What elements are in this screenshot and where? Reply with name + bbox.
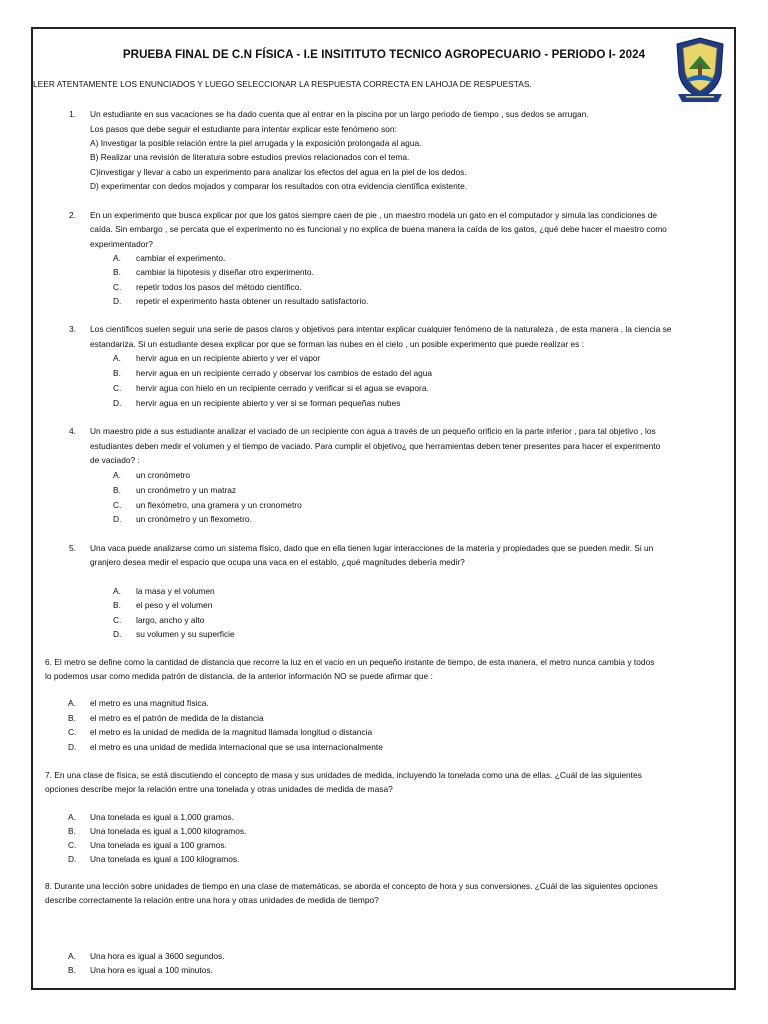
question-3-number: 3. [69, 324, 76, 334]
question-2-stem-line: experimentador? [90, 239, 153, 249]
question-5-option-b-letter: B. [113, 600, 121, 610]
question-3-option-c: hervir agua con hielo en un recipiente cerrado y verificar si el agua se evapora. [136, 383, 429, 393]
question-1-stem-line: Un estudiante en sus vacaciones se ha dado cuenta que al entrar en la piscina por un largo periodo de tiempo , sus dedos se arrugan. [90, 109, 589, 119]
question-7-option-c: Una tonelada es igual a 100 gramos. [90, 840, 227, 850]
question-5-option-b: el peso y el volumen [136, 600, 213, 610]
question-3-stem-line: estandariza. Si un estudiante desea explicar por que se forman las nubes en el cielo , un posible experimento que puede realizar es : [90, 339, 584, 349]
question-4-stem-line: de vaciado? : [90, 455, 140, 465]
question-6-option-d-letter: D. [68, 742, 77, 752]
question-8-stem-line: describe correctamente la relación entre una hora y otras unidades de medida de tiempo? [45, 895, 379, 905]
school-crest-logo [674, 34, 726, 106]
question-2-option-c-letter: C. [113, 282, 122, 292]
question-4-option-d: un cronómetro y un flexometro. [136, 514, 252, 524]
question-6-option-b: el metro es el patrón de medida de la distancia [90, 713, 264, 723]
question-3-option-d-letter: D. [113, 398, 122, 408]
question-6-stem-line: 6. El metro se define como la cantidad de distancia que recorre la luz en el vacio en un pequeño instante de tiempo, de esta manera, el metro nunca cambia y todos [45, 657, 655, 667]
question-4-option-b: un cronómetro y un matraz [136, 485, 237, 495]
question-3-option-b-letter: B. [113, 368, 121, 378]
question-5-stem-line: Una vaca puede analizarse como un sistema físico, dado que en ella tienen lugar interacciones de la materia y propiedades que se pueden medir. Si un [90, 543, 654, 553]
question-2-option-c: repetir todos los pasos del método científico. [136, 282, 302, 292]
question-3-option-d: hervir agua en un recipiente abierto y ver si se forman pequeñas nubes [136, 398, 401, 408]
question-2-stem-line: En un experimento que busca explicar por que los gatos siempre caen de pie , un maestro modela un gato en el computador y simula las condiciones de [90, 210, 658, 220]
question-3-stem-line: Los científicos suelen seguir una serie de pasos claros y objetivos para intentar explicar cualquier fenómeno de la naturaleza , de esta manera , la ciencia se [90, 324, 672, 334]
question-2-option-a: cambiar el experimento. [136, 253, 226, 263]
question-7-option-a: Una tonelada es igual a 1,000 gramos. [90, 812, 234, 822]
question-6-option-a: el metro es una magnitud física. [90, 698, 209, 708]
question-2-option-d-letter: D. [113, 296, 122, 306]
question-7-option-a-letter: A. [68, 812, 76, 822]
question-3-option-a-letter: A. [113, 353, 121, 363]
question-7-option-d: Una tonelada es igual a 100 kilogramos. [90, 854, 240, 864]
question-7-option-d-letter: D. [68, 854, 77, 864]
question-1-option-b: B) Realizar una revisión de literatura sobre estudios previos relacionados con el tema. [90, 152, 410, 162]
question-1-option-c: C)investigar y llevar a cabo un experimento para analizar los efectos del agua en la piel de los dedos. [90, 167, 467, 177]
question-2-option-a-letter: A. [113, 253, 121, 263]
question-7-option-b: Una tonelada es igual a 1,000 kilogramos. [90, 826, 247, 836]
question-4-number: 4. [69, 426, 76, 436]
question-4-stem-line: estudiantes deben medir el volumen y el tiempo de vaciado. Para cumplir el objetivo¿ que herramientas deben tener presentes para hacer el experimento [90, 441, 661, 451]
question-3-option-c-letter: C. [113, 383, 122, 393]
question-5-option-d: su volumen y su superficie [136, 629, 235, 639]
question-6-option-c: el metro es la unidad de medida de la magnitud llamada longitud o distancia [90, 727, 373, 737]
question-5-option-d-letter: D. [113, 629, 122, 639]
question-6-option-d: el metro es una unidad de medida internacional que se usa internacionalmente [90, 742, 383, 752]
question-5-stem-line: granjero desea medir el espacio que ocupa una vaca en el establo, ¿qué magnitudes debería medir? [90, 557, 465, 567]
question-4-option-a-letter: A. [113, 470, 121, 480]
question-7-stem-line: 7. En una clase de física, se está discutiendo el concepto de masa y sus unidades de medida, incluyendo la tonelada como una de ellas. ¿Cuál de las siguientes [45, 770, 642, 780]
question-5-number: 5. [69, 543, 76, 553]
question-4-option-d-letter: D. [113, 514, 122, 524]
question-6-option-b-letter: B. [68, 713, 76, 723]
question-7-option-c-letter: C. [68, 840, 77, 850]
question-2-stem-line: caída. Sin embargo , se percata que el experimento no es funcional y no explica de buena manera la caída de los gatos, ¿qué debe hacer el maestro como [90, 224, 667, 234]
question-2-option-d: repetir el experimento hasta obtener un resultado satisfactorio. [136, 296, 369, 306]
question-5-option-c: largo, ancho y alto [136, 615, 205, 625]
question-8-option-b: Una hora es igual a 100 minutos. [90, 965, 213, 975]
question-8-option-a: Una hora es igual a 3600 segundos. [90, 951, 225, 961]
question-2-number: 2. [69, 210, 76, 220]
question-8-option-b-letter: B. [68, 965, 76, 975]
question-2-option-b: cambiar la hipotesis y diseñar otro experimento. [136, 267, 314, 277]
question-7-option-b-letter: B. [68, 826, 76, 836]
question-5-option-a-letter: A. [113, 586, 121, 596]
question-5-option-c-letter: C. [113, 615, 122, 625]
page-title: PRUEBA FINAL DE C.N FÍSICA - I.E INSITITUTO TECNICO AGROPECUARIO - PERIODO I- 2024 [122, 48, 646, 61]
question-3-option-a: hervir agua en un recipiente abierto y ver el vapor [136, 353, 321, 363]
question-6-option-a-letter: A. [68, 698, 76, 708]
question-1-stem-line: Los pasos que debe seguir el estudiante para intentar explicar este fenómeno son: [90, 124, 397, 134]
instructions-text: LEER ATENTAMENTE LOS ENUNCIADOS Y LUEGO SELECCIONAR LA RESPUESTA CORRECTA EN LAHOJA DE RESPUESTAS. [33, 79, 532, 89]
question-1-option-d: D) experimentar con dedos mojados y comparar los resultados con otra evidencia científica existente. [90, 181, 468, 191]
question-1-number: 1. [69, 109, 76, 119]
question-4-option-c-letter: C. [113, 500, 122, 510]
question-1-option-a: A) Investigar la posible relación entre la piel arrugada y la exposición prolongada al agua. [90, 138, 422, 148]
question-4-option-b-letter: B. [113, 485, 121, 495]
question-4-option-c: un flexómetro, una gramera y un cronometro [136, 500, 302, 510]
question-6-option-c-letter: C. [68, 727, 77, 737]
question-5-option-a: la masa y el volumen [136, 586, 215, 596]
question-4-stem-line: Un maestro pide a sus estudiante analizar el vaciado de un recipiente con agua a través de un pequeño orificio en la parte inferior , para tal objetivo , los [90, 426, 656, 436]
question-6-stem-line: lo podemos usar como medida patrón de distancia. de la anterior información NO se puede afirmar que : [45, 671, 433, 681]
question-8-stem-line: 8. Durante una lección sobre unidades de tiempo en una clase de matemáticas, se aborda el concepto de hora y sus conversiones. ¿Cuál de las siguientes opciones [45, 881, 658, 891]
question-3-option-b: hervir agua en un recipiente cerrado y observar los cambios de estado del agua [136, 368, 433, 378]
question-2-option-b-letter: B. [113, 267, 121, 277]
question-7-stem-line: opciones describe mejor la relación entre una tonelada y otras unidades de medida de masa? [45, 784, 393, 794]
question-4-option-a: un cronómetro [136, 470, 190, 480]
question-8-option-a-letter: A. [68, 951, 76, 961]
